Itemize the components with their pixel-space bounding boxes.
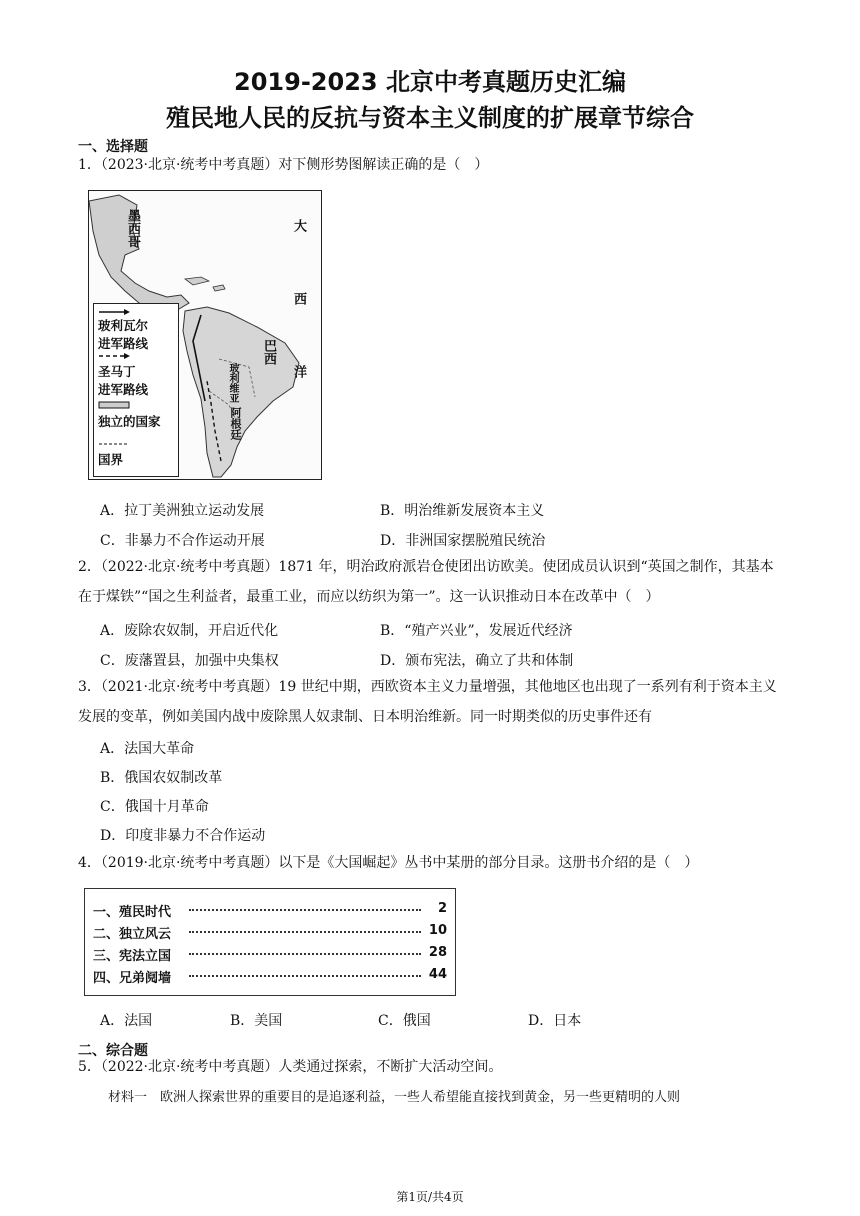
latin-america-map xyxy=(88,190,322,480)
question-4-stem: 4．（2019·北京·统考中考真题）以下是《大国崛起》丛书中某册的部分目录。这册书介绍的是（ ） xyxy=(78,855,699,871)
map-label-argentina: 阿根廷 xyxy=(229,407,242,440)
legend-bolivar-2: 进军路线 xyxy=(98,336,149,351)
q1-option-a[interactable]: A．拉丁美洲独立运动发展 xyxy=(100,503,265,519)
question-5-material-1: 材料一 欧洲人探索世界的重要目的是追逐利益，一些人希望能直接找到黄金，另一些更精明的人则 xyxy=(108,1090,681,1105)
map-label-brazil: 巴西 xyxy=(261,339,276,365)
q3-option-d[interactable]: D．印度非暴力不合作运动 xyxy=(100,828,266,844)
q2-option-c[interactable]: C．废藩置县，加强中央集权 xyxy=(100,653,279,669)
legend-independent: 独立的国家 xyxy=(98,414,161,429)
legend-bolivar-1: 玻利瓦尔 xyxy=(98,318,149,333)
question-5-stem: 5．（2022·北京·统考中考真题）人类通过探索，不断扩大活动空间。 xyxy=(78,1059,503,1075)
q3-option-b[interactable]: B．俄国农奴制改革 xyxy=(100,770,223,786)
q2-option-a[interactable]: A．废除农奴制，开启近代化 xyxy=(100,623,279,639)
q2-option-b[interactable]: B．“殖产兴业”，发展近代经济 xyxy=(380,623,573,639)
q3-option-a[interactable]: A．法国大革命 xyxy=(100,741,195,757)
q4-option-a[interactable]: A．法国 xyxy=(100,1013,153,1029)
title-line-2: 殖民地人民的反抗与资本主义制度的扩展章节综合 xyxy=(166,104,694,132)
map-label-atlantic: 大西洋 xyxy=(291,219,306,438)
question-3-stem: 3．（2021·北京·统考中考真题）19 世纪中期，西欧资本主义力量增强，其他地区也出现了一系列有利于资本主义发展的变革，例如美国内战中废除黑人奴隶制、日本明治维新。同一时期类似的历史事件还有 xyxy=(78,679,777,725)
q4-option-c[interactable]: C．俄国 xyxy=(378,1013,431,1029)
title-line-1: 2019-2023 北京中考真题历史汇编 xyxy=(234,68,626,96)
toc-row: 一、殖民时代 2 xyxy=(93,901,447,920)
q4-option-b[interactable]: B．美国 xyxy=(230,1013,283,1029)
book-table-of-contents xyxy=(84,888,456,996)
toc-row: 三、宪法立国 28 xyxy=(93,945,447,964)
question-1-stem: 1．（2023·北京·统考中考真题）对下侧形势图解读正确的是（ ） xyxy=(78,157,489,173)
q2-option-d[interactable]: D．颁布宪法，确立了共和体制 xyxy=(380,653,574,669)
legend-sanmartin-1: 圣马丁 xyxy=(98,364,136,379)
section-choice-heading: 一、选择题 xyxy=(78,139,148,155)
page-footer: 第1页/共4页 xyxy=(396,1190,464,1204)
section-comprehensive-heading: 二、综合题 xyxy=(78,1043,148,1059)
map-legend xyxy=(93,303,179,477)
toc-row: 四、兄弟阋墙 44 xyxy=(93,967,447,986)
legend-sanmartin-2: 进军路线 xyxy=(98,382,149,397)
q1-option-d[interactable]: D．非洲国家摆脱殖民统治 xyxy=(380,533,546,549)
legend-border: 国界 xyxy=(98,452,124,467)
map-label-mexico: 墨西哥 xyxy=(125,209,140,248)
q1-option-b[interactable]: B．明治维新发展资本主义 xyxy=(380,503,545,519)
q1-option-c[interactable]: C．非暴力不合作运动开展 xyxy=(100,533,265,549)
map-label-bolivia: 玻利维亚 xyxy=(227,363,238,403)
toc-row: 二、独立风云 10 xyxy=(93,923,447,942)
question-2-stem: 2．（2022·北京·统考中考真题）1871 年，明治政府派岩仓使团出访欧美。使团成员认识到“英国之制作，其基本在于煤铁”“国之生利益者，最重工业，而应以纺织为第一”。这一认识推动日本在改革中（ ） xyxy=(78,559,774,605)
q4-option-d[interactable]: D．日本 xyxy=(528,1013,582,1029)
q3-option-c[interactable]: C．俄国十月革命 xyxy=(100,799,209,815)
